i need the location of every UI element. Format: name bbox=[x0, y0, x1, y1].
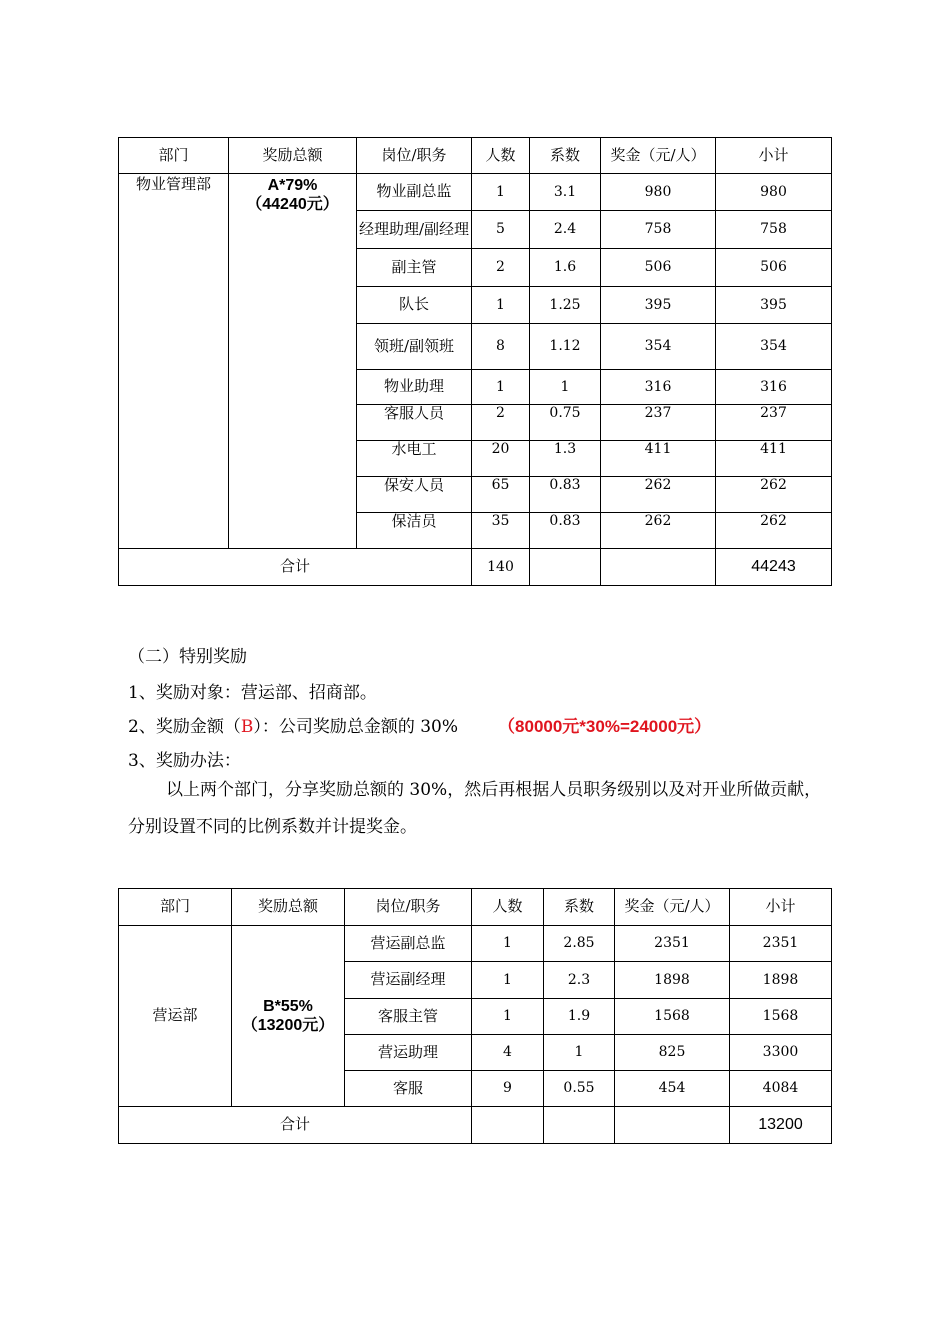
subtotal-cell: 395 bbox=[716, 287, 832, 324]
amount-formula: （80000元*30%=24000元） bbox=[498, 717, 712, 736]
total-row bbox=[119, 1107, 832, 1144]
post-cell: 营运助理 bbox=[345, 1035, 472, 1071]
bonus-cell: 454 bbox=[615, 1071, 730, 1107]
header-bonus: 奖金（元/人） bbox=[615, 889, 730, 926]
count-cell: 9 bbox=[472, 1071, 544, 1107]
total-bonus-empty bbox=[601, 549, 716, 586]
count-cell: 4 bbox=[472, 1035, 544, 1071]
post-cell: 物业助理 bbox=[357, 370, 472, 405]
table-header-row bbox=[119, 889, 832, 926]
bonus-cell: 1568 bbox=[615, 999, 730, 1035]
bonus-cell: 825 bbox=[615, 1035, 730, 1071]
bonus-cell: 758 bbox=[601, 211, 716, 249]
coef-cell: 2.85 bbox=[544, 926, 615, 962]
list-item-amount bbox=[128, 712, 711, 737]
subtotal-cell: 4084 bbox=[730, 1071, 832, 1107]
list-item-method: 3、奖励办法： bbox=[128, 751, 241, 771]
count-cell: 1 bbox=[472, 174, 530, 211]
count-cell: 1 bbox=[472, 962, 544, 999]
coef-cell: 1.25 bbox=[530, 287, 601, 324]
dept-cell: 营运部 bbox=[119, 926, 232, 1107]
section-heading: （二）特别奖励 bbox=[128, 647, 247, 667]
count-cell: 1 bbox=[472, 287, 530, 324]
amount-suffix: ）：公司奖励总金额的 30% bbox=[253, 717, 459, 737]
count-cell: 1 bbox=[472, 370, 530, 405]
subtotal-cell: 758 bbox=[716, 211, 832, 249]
coef-cell: 0.75 bbox=[530, 405, 601, 441]
header-post: 岗位/职务 bbox=[357, 138, 472, 174]
subtotal-cell: 1568 bbox=[730, 999, 832, 1035]
subtotal-cell: 262 bbox=[716, 513, 832, 549]
total-sum: 44243 bbox=[716, 549, 832, 586]
coef-cell: 0.83 bbox=[530, 477, 601, 513]
table-row bbox=[119, 174, 832, 211]
bonus-cell: 262 bbox=[601, 513, 716, 549]
bonus-cell: 2351 bbox=[615, 926, 730, 962]
total-amount: （13200元） bbox=[241, 1017, 335, 1034]
total-amount-cell bbox=[232, 926, 345, 1107]
count-cell: 20 bbox=[472, 441, 530, 477]
coef-cell: 1.12 bbox=[530, 324, 601, 370]
bonus-cell: 262 bbox=[601, 477, 716, 513]
coef-cell: 1.9 bbox=[544, 999, 615, 1035]
total-label: 合计 bbox=[119, 1107, 472, 1144]
coef-cell: 2.3 bbox=[544, 962, 615, 999]
total-count bbox=[472, 1107, 544, 1144]
total-sum: 13200 bbox=[730, 1107, 832, 1144]
bonus-cell: 316 bbox=[601, 370, 716, 405]
header-dept: 部门 bbox=[119, 889, 232, 926]
header-count: 人数 bbox=[472, 889, 544, 926]
subtotal-cell: 316 bbox=[716, 370, 832, 405]
subtotal-cell: 506 bbox=[716, 249, 832, 287]
header-bonus: 奖金（元/人） bbox=[601, 138, 716, 174]
count-cell: 8 bbox=[472, 324, 530, 370]
post-cell: 水电工 bbox=[357, 441, 472, 477]
header-subtotal: 小计 bbox=[716, 138, 832, 174]
dept-cell: 物业管理部 bbox=[119, 174, 229, 549]
bonus-cell: 237 bbox=[601, 405, 716, 441]
bonus-cell: 411 bbox=[601, 441, 716, 477]
header-subtotal: 小计 bbox=[730, 889, 832, 926]
total-amount-cell bbox=[229, 174, 357, 549]
total-coef-empty bbox=[530, 549, 601, 586]
header-total: 奖励总额 bbox=[232, 889, 345, 926]
subtotal-cell: 1898 bbox=[730, 962, 832, 999]
count-cell: 5 bbox=[472, 211, 530, 249]
post-cell: 队长 bbox=[357, 287, 472, 324]
subtotal-cell: 3300 bbox=[730, 1035, 832, 1071]
amount-prefix: 2、奖励金额（ bbox=[128, 717, 241, 737]
coef-cell: 0.55 bbox=[544, 1071, 615, 1107]
subtotal-cell: 980 bbox=[716, 174, 832, 211]
header-count: 人数 bbox=[472, 138, 530, 174]
post-cell: 经理助理/副经理 bbox=[357, 211, 472, 249]
total-label: 合计 bbox=[119, 549, 472, 586]
count-cell: 2 bbox=[472, 249, 530, 287]
subtotal-cell: 262 bbox=[716, 477, 832, 513]
header-coef: 系数 bbox=[544, 889, 615, 926]
subtotal-cell: 354 bbox=[716, 324, 832, 370]
count-cell: 2 bbox=[472, 405, 530, 441]
coef-cell: 1 bbox=[544, 1035, 615, 1071]
header-total: 奖励总额 bbox=[229, 138, 357, 174]
post-cell: 客服人员 bbox=[357, 405, 472, 441]
subtotal-cell: 2351 bbox=[730, 926, 832, 962]
count-cell: 35 bbox=[472, 513, 530, 549]
subtotal-cell: 237 bbox=[716, 405, 832, 441]
coef-cell: 2.4 bbox=[530, 211, 601, 249]
total-amount: （44240元） bbox=[246, 196, 339, 214]
post-cell: 保洁员 bbox=[357, 513, 472, 549]
bonus-table-operations bbox=[118, 888, 832, 1144]
coef-cell: 1.6 bbox=[530, 249, 601, 287]
table-header-row bbox=[119, 138, 832, 174]
post-cell: 物业副总监 bbox=[357, 174, 472, 211]
bonus-cell: 354 bbox=[601, 324, 716, 370]
post-cell: 领班/副领班 bbox=[357, 324, 472, 370]
count-cell: 1 bbox=[472, 926, 544, 962]
subtotal-cell: 411 bbox=[716, 441, 832, 477]
bonus-cell: 506 bbox=[601, 249, 716, 287]
bonus-cell: 395 bbox=[601, 287, 716, 324]
post-cell: 客服 bbox=[345, 1071, 472, 1107]
header-post: 岗位/职务 bbox=[345, 889, 472, 926]
header-coef: 系数 bbox=[530, 138, 601, 174]
post-cell: 营运副总监 bbox=[345, 926, 472, 962]
post-cell: 营运副经理 bbox=[345, 962, 472, 999]
count-cell: 65 bbox=[472, 477, 530, 513]
method-paragraph: 以上两个部门，分享奖励总额的 30%，然后再根据人员职务级别以及对开业所做贡献，分别设置不同的比例系数并计提奖金。 bbox=[128, 780, 822, 837]
total-bonus-empty bbox=[615, 1107, 730, 1144]
bonus-cell: 980 bbox=[601, 174, 716, 211]
coef-cell: 1.3 bbox=[530, 441, 601, 477]
total-formula: B*55% bbox=[263, 997, 313, 1015]
amount-b-letter: B bbox=[240, 717, 254, 737]
total-row bbox=[119, 549, 832, 586]
post-cell: 客服主管 bbox=[345, 999, 472, 1035]
total-coef-empty bbox=[544, 1107, 615, 1144]
header-dept: 部门 bbox=[119, 138, 229, 174]
bonus-table-property bbox=[118, 137, 832, 586]
list-item-target: 1、奖励对象：营运部、招商部。 bbox=[128, 683, 377, 703]
coef-cell: 3.1 bbox=[530, 174, 601, 211]
total-count: 140 bbox=[472, 549, 530, 586]
post-cell: 保安人员 bbox=[357, 477, 472, 513]
count-cell: 1 bbox=[472, 999, 544, 1035]
bonus-cell: 1898 bbox=[615, 962, 730, 999]
total-formula: A*79% bbox=[267, 177, 318, 194]
post-cell: 副主管 bbox=[357, 249, 472, 287]
coef-cell: 0.83 bbox=[530, 513, 601, 549]
table-row bbox=[119, 926, 832, 962]
coef-cell: 1 bbox=[530, 370, 601, 405]
